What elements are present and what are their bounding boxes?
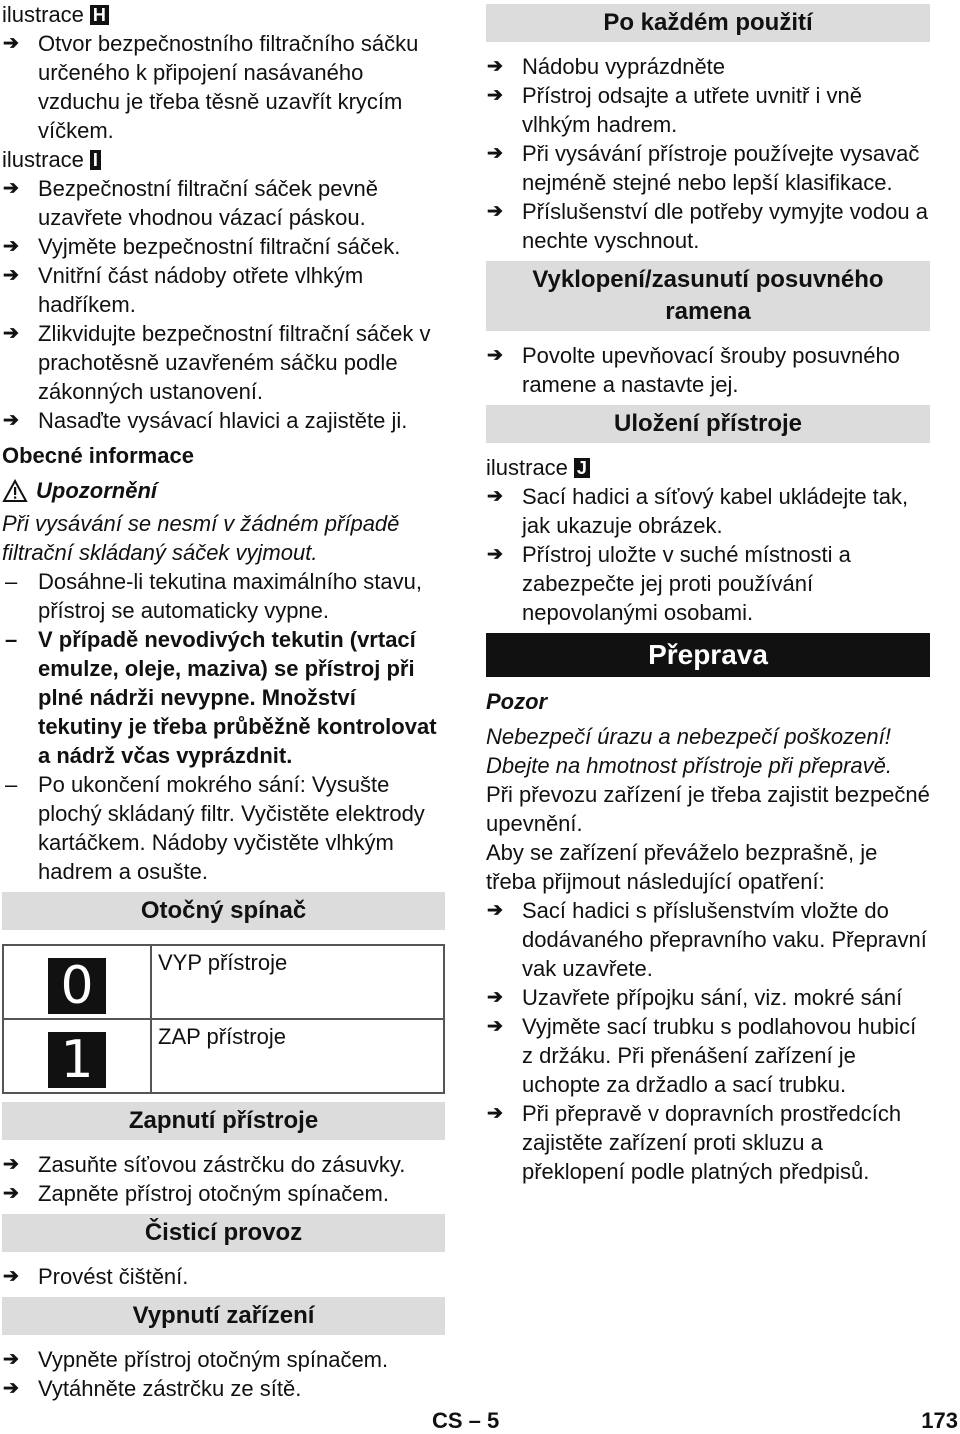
list-item: ➔ Bezpečnostní filtrační sáček pevně uzavřete vhodnou vázací páskou. (3, 176, 378, 230)
right-arrow-icon: ➔ (487, 201, 503, 222)
caution-text: Nebezpečí úrazu a nebezpečí poškození! (486, 724, 891, 749)
list-item: ➔ Vytáhněte zástrčku ze sítě. (3, 1376, 302, 1401)
switch-off-symbol: 0 (48, 958, 106, 1014)
right-arrow-icon: ➔ (3, 323, 19, 344)
right-arrow-icon: ➔ (3, 1183, 19, 1204)
list-i (2, 174, 445, 435)
warning-text: Při vysávání se nesmí v žádném případě filtrační skládaný sáček vyjmout. (2, 511, 400, 565)
page-footer (0, 1408, 960, 1433)
page-number: 173 (921, 1408, 958, 1433)
illustration-ref-i: ilustrace I (2, 145, 445, 174)
right-arrow-icon: ➔ (487, 56, 503, 77)
right-arrow-icon: ➔ (3, 33, 19, 54)
switch-on-symbol: 1 (48, 1032, 106, 1088)
warning-header (2, 475, 445, 507)
list-item: ➔ Sací hadici a síťový kabel ukládejte tak, jak ukazuje obrázek. (487, 484, 909, 538)
right-arrow-icon: ➔ (3, 265, 19, 286)
list-item: ➔ Povolte upevňovací šrouby posuvného ramene a nastavte jej. (487, 343, 900, 397)
list-item: ➔ Příslušenství dle potřeby vymyjte vodou a nechte vyschnout. (487, 199, 928, 253)
right-arrow-icon: ➔ (3, 178, 19, 199)
list-item: ➔ Přístroj uložte v suché místnosti a zabezpečte jej proti používání nepovolanými osobami. (487, 542, 851, 625)
list-item: ➔ Nasaďte vysávací hlavici a zajistěte ji. (3, 408, 408, 433)
paragraph: Aby se zařízení převáželo bezprašně, je třeba přijmout následující opatření: (486, 840, 878, 894)
right-arrow-icon: ➔ (487, 143, 503, 164)
switch-off-heading: Vypnutí zařízení (2, 1297, 445, 1335)
dash-item: – Dosáhne-li tekutina maximálního stavu, přístroj se automaticky vypne. (5, 569, 422, 623)
list-item: ➔ Vyjměte bezpečnostní filtrační sáček. (3, 234, 401, 259)
dash-item: – Po ukončení mokrého sání: Vysušte plochý skládaný filtr. Vyčistěte elektrody kartáčkem. Nádoby vyčistěte vlhkým hadrem a osušte. (5, 772, 425, 884)
general-info-heading: Obecné informace (2, 443, 194, 468)
list-item: ➔ Při vysávání přístroje používejte vysavač nejméně stejné nebo lepší klasifikace. (487, 141, 920, 195)
list-item: ➔ Vnitřní část nádoby otřete vlhkým hadříkem. (3, 263, 364, 317)
list-h (2, 29, 445, 145)
list-item: ➔ Vyjměte sací trubku s podlahovou hubicí z držáku. Při přenášení zařízení je uchopte za držadlo a sací trubku. (487, 1014, 917, 1097)
list-item: ➔ Otvor bezpečnostního filtračního sáčku určeného k připojení nasávaného vzduchu je třeba těsně uzavřít krycím víčkem. (3, 31, 419, 143)
switch-label: VYP přístroje (151, 945, 444, 1019)
warning-triangle-icon (2, 479, 28, 503)
right-arrow-icon: ➔ (3, 236, 19, 257)
switch-label: ZAP přístroje (151, 1019, 444, 1093)
illustration-ref-j: ilustrace J (486, 453, 930, 482)
right-arrow-icon: ➔ (3, 1378, 19, 1399)
transport-heading: Přeprava (486, 633, 930, 677)
table-row (3, 1019, 444, 1093)
right-arrow-icon: ➔ (487, 900, 503, 921)
list-item: ➔ Uzavřete přípojku sání, viz. mokré sání (487, 985, 903, 1010)
right-arrow-icon: ➔ (3, 1266, 19, 1287)
right-arrow-icon: ➔ (487, 1103, 503, 1124)
arm-heading: Vyklopení/zasunutí posuvného ramena (486, 261, 930, 331)
list-item: ➔ Nádobu vyprázdněte (487, 54, 726, 79)
right-arrow-icon: ➔ (487, 1016, 503, 1037)
rotary-switch-heading: Otočný spínač (2, 892, 445, 930)
right-arrow-icon: ➔ (3, 1154, 19, 1175)
switch-symbol-cell (3, 1019, 151, 1093)
cleaning-heading: Čisticí provoz (2, 1214, 445, 1252)
table-row (3, 945, 444, 1019)
switch-symbol-cell (3, 945, 151, 1019)
caution-label: Pozor (486, 689, 548, 714)
list-item: ➔ Zasuňte síťovou zástrčku do zásuvky. (3, 1152, 406, 1177)
right-arrow-icon: ➔ (487, 85, 503, 106)
illustration-tag: H (90, 5, 109, 25)
right-arrow-icon: ➔ (487, 486, 503, 507)
illustration-tag: I (90, 150, 101, 170)
list-item: ➔ Provést čištění. (3, 1264, 189, 1289)
illustration-tag: J (574, 458, 590, 478)
warning-label: Upozornění (36, 478, 157, 503)
switch-on-heading: Zapnutí přístroje (2, 1102, 445, 1140)
section-label: CS – 5 (432, 1408, 500, 1433)
right-arrow-icon: ➔ (3, 410, 19, 431)
right-arrow-icon: ➔ (487, 345, 503, 366)
paragraph: Při převozu zařízení je třeba zajistit bezpečné upevnění. (486, 782, 930, 836)
right-arrow-icon: ➔ (487, 987, 503, 1008)
caution-text: Dbejte na hmotnost přístroje při přepravě. (486, 753, 892, 778)
dash-item: – V případě nevodivých tekutin (vrtací emulze, oleje, maziva) se přístroj při plné nádrži nevypne. Množství tekutiny je třeba průběžně kontrolovat a nádrž včas vyprázdnit. (5, 627, 437, 768)
right-column (486, 0, 930, 1186)
after-use-heading: Po každém použití (486, 4, 930, 42)
list-item: ➔ Při přepravě v dopravních prostředcích zajistěte zařízení proti skluzu a překlopení podle platných předpisů. (487, 1101, 902, 1184)
storage-heading: Uložení přístroje (486, 405, 930, 443)
illustration-ref-h: ilustrace H (2, 0, 445, 29)
list-item: ➔ Vypněte přístroj otočným spínačem. (3, 1347, 389, 1372)
list-item: ➔ Přístroj odsajte a utřete uvnitř i vně vlhkým hadrem. (487, 83, 862, 137)
left-column (2, 0, 445, 1403)
right-arrow-icon: ➔ (487, 544, 503, 565)
switch-table (2, 944, 445, 1094)
list-item: ➔ Zlikvidujte bezpečnostní filtrační sáček v prachotěsně uzavřeném sáčku podle zákonných ustanovení. (3, 321, 431, 404)
list-item: ➔ Zapněte přístroj otočným spínačem. (3, 1181, 389, 1206)
right-arrow-icon: ➔ (3, 1349, 19, 1370)
list-item: ➔ Sací hadici s příslušenstvím vložte do dodávaného přepravního vaku. Přepravní vak uzavřete. (487, 898, 927, 981)
